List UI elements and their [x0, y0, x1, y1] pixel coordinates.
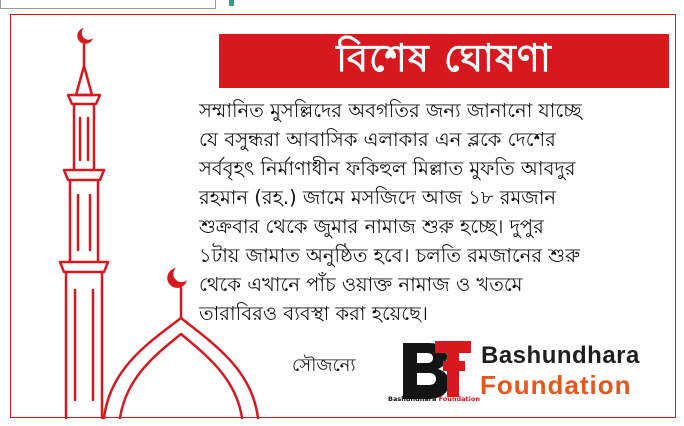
logo-caption-word2: Foundation: [438, 395, 480, 403]
sponsor-name-line1: Bashundhara: [481, 342, 640, 369]
courtesy-label: সৌজন্যে: [292, 355, 356, 376]
bf-logo-icon: [385, 337, 477, 403]
notice-heading: বিশেষ ঘোষণা: [219, 34, 669, 88]
sponsor-name-line2: Foundation: [480, 370, 632, 400]
notice-body: সম্মানিত মুসল্লিদের অবগতির জন্য জানানো যাচ্ছে যে বসুন্ধরা আবাসিক এলাকার এন ব্লকে দেশের সর্ববৃহৎ নির্মাণাধীন ফকিহুল মিল্লাত মুফতি আবদুর রহমান (রহ.) জামে মসজিদে আজ ১৮ রমজান শুক্রবার থেকে জুমার নামাজ শুরু হচ্ছে। দুপুর ১টায় জামাত অনুষ্ঠিত হবে। চলতি রমজানের শুরু থেকে এখানে পাঁচ ওয়াক্ত নামাজ ও খতমে তারাবিরও ব্যবস্থা করা হয়েছে।: [199, 99, 582, 325]
dome-crescent-icon: [167, 268, 187, 318]
logo-caption-word1: Bashundhara: [388, 395, 437, 403]
minaret-crescent-icon: [77, 28, 93, 66]
logo-caption: [388, 395, 480, 403]
